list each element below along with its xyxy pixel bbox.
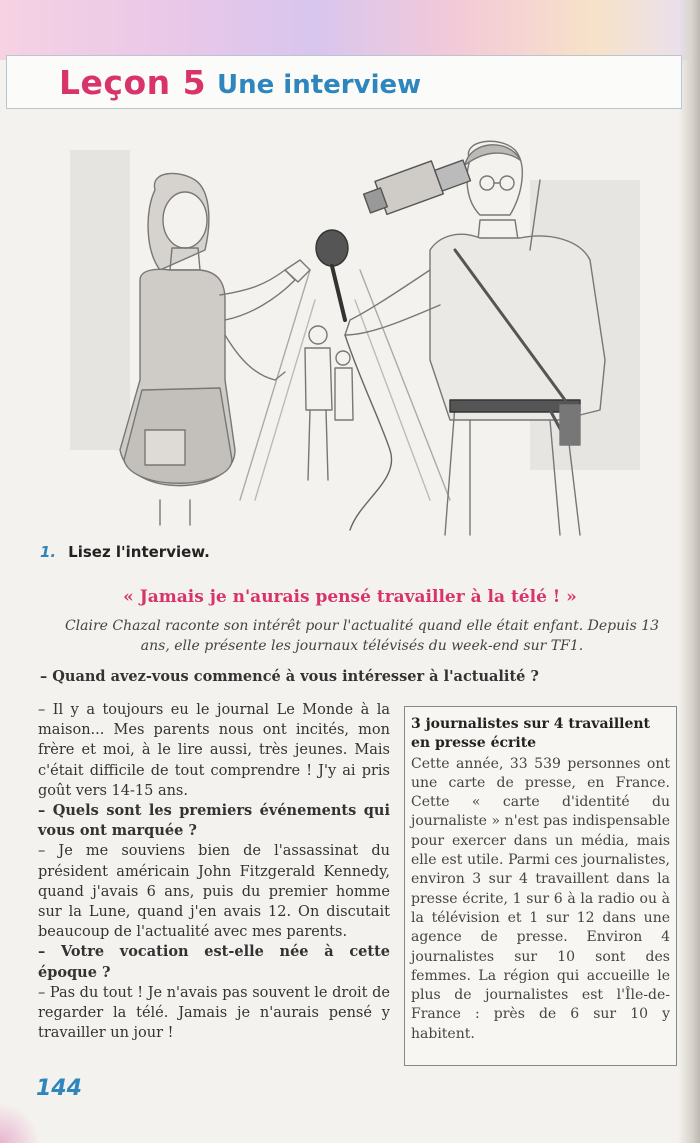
question-3: – Votre vocation est-elle née à cette époque ? <box>38 943 390 981</box>
article-title: « Jamais je n'aurais pensé travailler à la télé ! » <box>123 587 577 607</box>
sidebar-text: Cette année, 33 539 personnes ont une carte de presse, en France. Cette « carte d'identité du journaliste » n'est pas indispensable pour exercer dans un média, mais elle est utile. Parmi ces journalistes, environ 3 sur 4 travaillent dans la presse écrite, 1 sur 6 à la radio ou à la télévision et 1 sur 12 dans une agence de presse. Environ 4 journalistes sur 10 sont des femmes. La région qui accueille le plus de journalistes est l'Île-de-France : près de 6 sur 10 y habitent. <box>411 755 670 1042</box>
corner-decoration <box>0 1103 40 1143</box>
page-edge-shadow <box>678 0 700 1143</box>
question-1: – Quand avez-vous commencé à vous intéresser à l'actualité ? <box>40 668 539 685</box>
lesson-subtitle: Une interview <box>217 70 422 100</box>
info-sidebar <box>404 706 677 1066</box>
interview-illustration <box>60 120 660 540</box>
answer-2: – Je me souviens bien de l'assassinat du président américain John Fitzgerald Kennedy, quand j'avais 6 ans, puis du premier homme sur la Lune, quand j'en avais 12. On discutait beaucoup de l'actualité avec mes parents. <box>38 843 390 941</box>
lesson-title-box <box>6 55 682 109</box>
interview-column <box>38 700 390 1043</box>
exercise-number: 1. <box>40 543 57 561</box>
answer-3: – Pas du tout ! Je n'avais pas souvent le droit de regarder la télé. Jamais je n'aurais pensé y travailler un jour ! <box>38 984 390 1042</box>
exercise-instruction <box>40 543 210 561</box>
answer-1: – Il y a toujours eu le journal Le Monde à la maison... Mes parents nous ont incités, mon frère et moi, à le lire aussi, très jeunes. Mais c'était difficile de tout comprendre ! J'y ai pris goût vers 14-15 ans. <box>38 702 390 799</box>
exercise-text: Lisez l'interview. <box>68 543 210 561</box>
lesson-title: Leçon 5 <box>59 63 207 102</box>
page-number: 144 <box>36 1076 82 1101</box>
article-intro: Claire Chazal raconte son intérêt pour l'actualité quand elle était enfant. Depuis 13 ans, elle présente les journaux télévisés du week-end sur TF1. <box>64 618 660 654</box>
decorative-header-band <box>0 0 700 60</box>
sidebar-title: 3 journalistes sur 4 travaillent en presse écrite <box>411 716 651 752</box>
question-2: – Quels sont les premiers événements qui vous ont marquée ? <box>38 802 390 840</box>
